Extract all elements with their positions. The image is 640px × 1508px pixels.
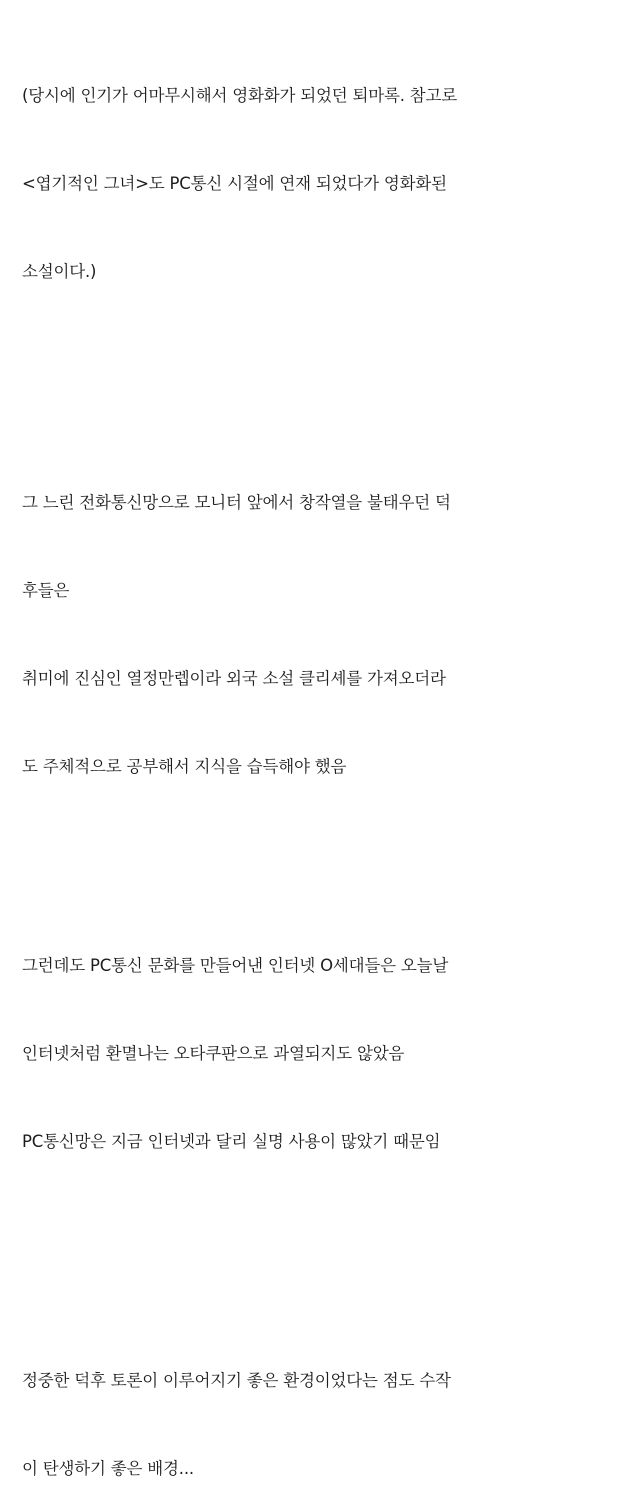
paragraph-2-line-1: 그 느린 전화통신망으로 모니터 앞에서 창작열을 불태우던 덕 <box>22 492 451 512</box>
paragraph-1-line-1: (당시에 인기가 어마무시해서 영화화가 되었던 퇴마록. 참고로 <box>22 85 458 105</box>
paragraph-1-line-2: <엽기적인 그녀>도 PC통신 시절에 연재 되었다가 영화화된 <box>22 173 447 193</box>
spacer-2 <box>22 840 618 892</box>
paragraph-2 <box>22 429 618 840</box>
paragraph-2-line-4: 도 주체적으로 공부해서 지식을 습득해야 했음 <box>22 756 347 776</box>
paragraph-1-line-3: 소설이다.) <box>22 261 97 281</box>
paragraph-3-line-1: 그런데도 PC통신 문화를 만들어낸 인터넷 O세대들은 오늘날 <box>22 955 449 975</box>
paragraph-4-line-2: 이 탄생하기 좋은 배경... <box>22 1458 194 1478</box>
paragraph-4-line-1: 정중한 덕후 토론이 이루어지기 좋은 환경이었다는 점도 수작 <box>22 1370 451 1390</box>
spacer-3 <box>22 1215 618 1307</box>
paragraph-3-line-3: PC통신망은 지금 인터넷과 달리 실명 사용이 많았기 때문임 <box>22 1131 441 1151</box>
paragraph-2-line-2: 후들은 <box>22 580 70 600</box>
paragraph-3-line-2: 인터넷처럼 환멸나는 오타쿠판으로 과열되지도 않았음 <box>22 1043 405 1063</box>
paragraph-3 <box>22 892 618 1215</box>
paragraph-4 <box>22 1307 618 1508</box>
paragraph-1 <box>22 22 618 345</box>
spacer-1 <box>22 345 618 429</box>
paragraph-2-line-3: 취미에 진심인 열정만렙이라 외국 소설 클리셰를 가져오더라 <box>22 668 446 688</box>
